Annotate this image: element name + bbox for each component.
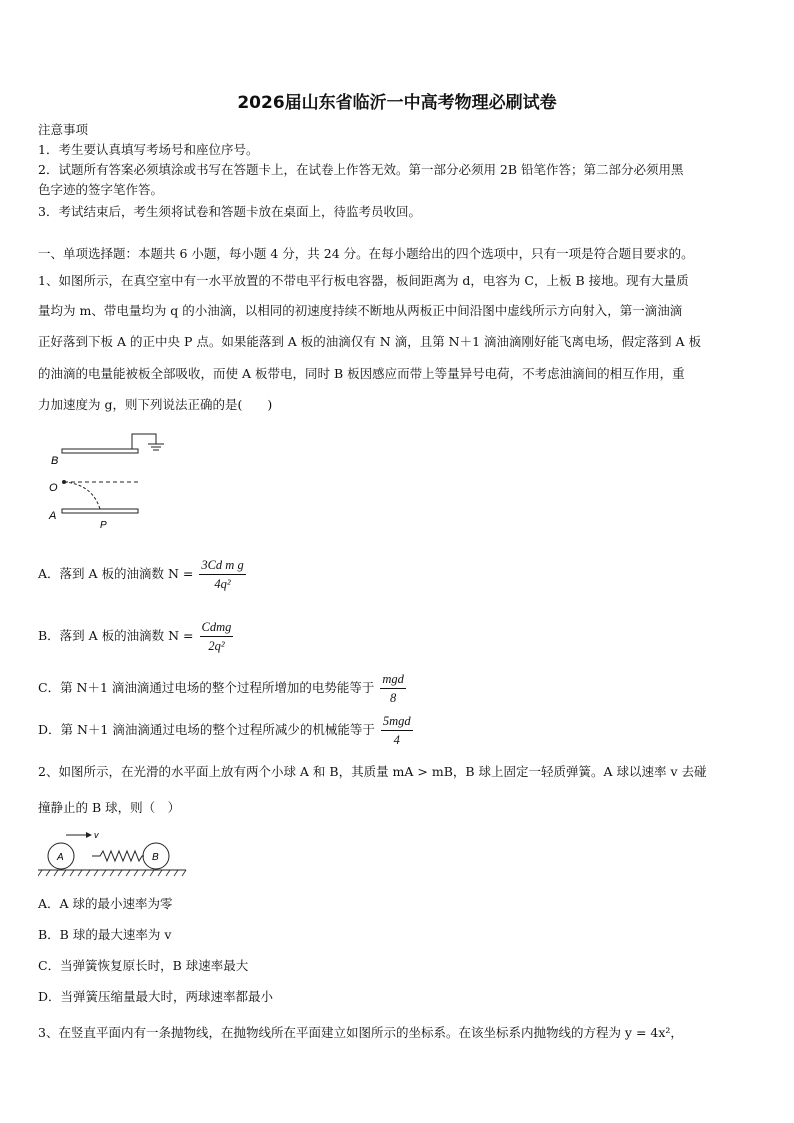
notice-line-2: 2．试题所有答案必须填涂或书写在答题卡上，在试卷上作答无效。第一部分必须用 2B 铅笔作答；第二部分必须用黑	[38, 162, 684, 177]
q1-line-5: 力加速度为 g，则下列说法正确的是( )	[38, 397, 273, 412]
plate-b	[62, 449, 138, 453]
q1-option-b[interactable]: B．落到 A 板的油滴数 N = $\frac{\text{Cdmg}}{\text{2q²}}$	[38, 620, 232, 653]
q1-capacitor-figure	[40, 428, 180, 540]
ball-b-label: B	[152, 852, 159, 863]
q1-option-d[interactable]: D．第 N＋1 滴油滴通过电场的整个过程所减少的机械能等于 $\frac{\text{5mgd}}{4}$	[38, 714, 411, 747]
q1-option-c[interactable]: C．第 N＋1 滴油滴通过电场的整个过程所增加的电势能等于 $\frac{\text{mgd}}{8}$	[38, 672, 404, 705]
q2-option-b[interactable]: B．B 球的最大速率为 v	[38, 927, 172, 942]
q2-line-1: 2、如图所示，在光滑的水平面上放有两个小球 A 和 B，其质量 mA > mB，B 球上固定一轻质弹簧。A 球以速率 v 去碰	[38, 764, 707, 779]
velocity-arrowhead	[86, 832, 92, 838]
notice-line-1: 1．考生要认真填写考场号和座位序号。	[38, 142, 259, 157]
q2-option-a[interactable]: A．A 球的最小速率为零	[38, 896, 173, 911]
q2-option-d[interactable]: D．当弹簧压缩量最大时，两球速率都最小	[38, 989, 274, 1004]
label-a: A	[49, 510, 57, 522]
q1-option-d-fraction: $\frac{\text{5mgd}}{4}$	[382, 714, 411, 747]
q1-line-2: 量均为 m、带电量均为 q 的小油滴，以相同的初速度持续不断地从两板正中间沿图中虚线所示方向射入，第一滴油滴	[38, 303, 683, 318]
notice-heading: 注意事项	[38, 122, 89, 137]
plate-a	[62, 509, 138, 513]
oil-drop	[62, 480, 66, 484]
ground-hatching	[38, 870, 186, 876]
q1-option-a-fraction: $\frac{\text{3Cd m g}}{\text{4q²}}$	[201, 558, 244, 591]
q1-option-b-fraction: $\frac{\text{Cdmg}}{\text{2q²}}$	[201, 620, 232, 653]
spring	[92, 851, 144, 861]
drop-trajectory	[64, 482, 100, 509]
label-o: O	[49, 482, 58, 494]
label-b: B	[51, 455, 59, 467]
label-p: P	[100, 520, 107, 531]
q3-line-1: 3、在竖直平面内有一条抛物线，在抛物线所在平面建立如图所示的坐标系。在该坐标系内抛物线的方程为 y = 4x²，	[38, 1025, 683, 1040]
q2-option-c[interactable]: C．当弹簧恢复原长时，B 球速率最大	[38, 958, 249, 973]
notice-line-4: 3．考试结束后，考生须将试卷和答题卡放在桌面上，待监考员收回。	[38, 204, 421, 219]
q2-line-2: 撞静止的 B 球，则（ ）	[38, 800, 181, 815]
q1-option-a[interactable]: A．落到 A 板的油滴数 N = $\frac{\text{3Cd m g}}{\text{4q²}}$	[38, 558, 244, 591]
velocity-label: v	[94, 830, 99, 840]
q2-spring-figure	[38, 826, 188, 884]
q1-line-3: 正好落到下板 A 的正中央 P 点。如果能落到 A 板的油滴仅有 N 滴，且第 N＋1 滴油滴刚好能飞离电场，假定落到 A 板	[38, 334, 702, 349]
notice-line-3: 色字迹的签字笔作答。	[38, 182, 164, 197]
section-heading: 一、单项选择题：本题共 6 小题，每小题 4 分，共 24 分。在每小题给出的四个选项中，只有一项是符合题目要求的。	[38, 246, 694, 261]
q1-line-4: 的油滴的电量能被板全部吸收，而使 A 板带电，同时 B 板因感应而带上等量异号电荷，不考虑油滴间的相互作用，重	[38, 366, 685, 381]
ball-a-label: A	[57, 852, 64, 863]
q1-option-c-fraction: $\frac{\text{mgd}}{8}$	[382, 672, 404, 705]
q1-line-1: 1、如图所示，在真空室中有一水平放置的不带电平行板电容器，板间距离为 d，电容为 C，上板 B 接地。现有大量质	[38, 273, 689, 288]
page-title: 2026届山东省临沂一中高考物理必刷试卷	[237, 93, 557, 113]
